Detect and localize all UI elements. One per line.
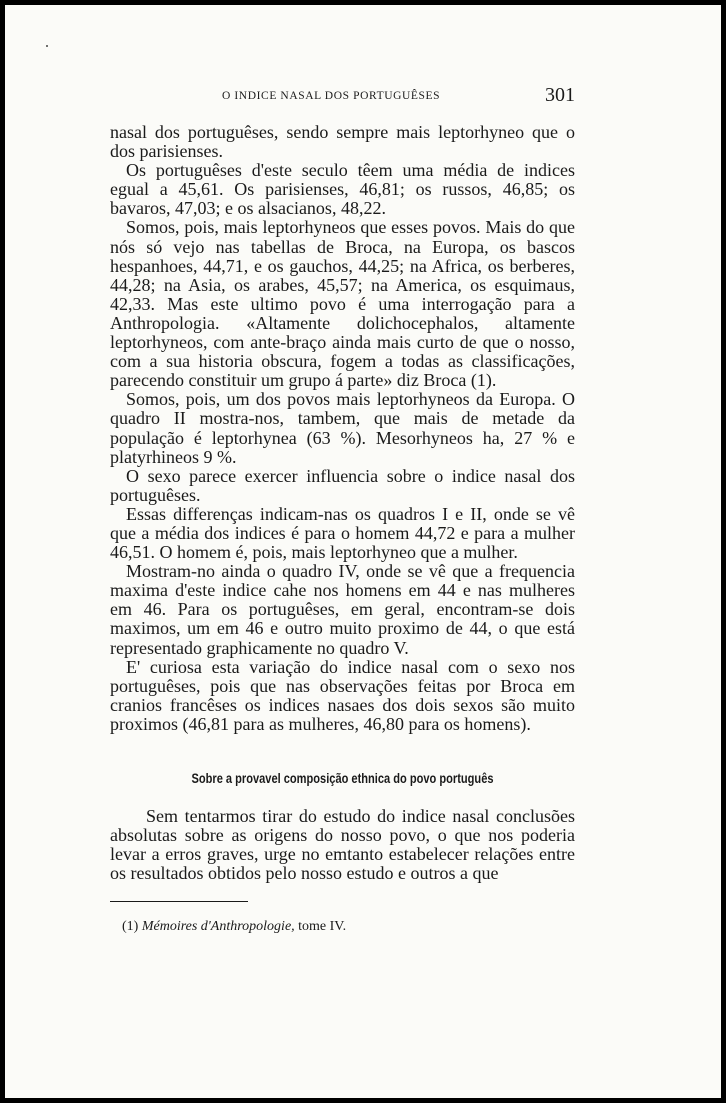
footnote-marker: (1) <box>122 919 139 934</box>
footnote-rest: tome IV. <box>298 919 347 934</box>
paragraph: Somos, pois, mais leptorhyneos que esses povos. Mais do que nós só vejo nas tabellas de Broca, na Europa, os bascos hespanhoes, 44,71, e os gauchos, 44,25; na Africa, os berberes, 44,28; na Asia, os arabes, 45,57; na America, os esquimaus, 42,33. Mas este ultimo povo é uma interrogação para a Anthropologia. «Altamente dolichocephalos, altamente leptorhyneos, com ante-braço ainda mais curto de que o nosso, com a sua historia obscura, fogem a todas as classificações, parecendo constituir um grupo á parte» diz Broca (1). <box>110 217 575 391</box>
running-title: O INDICE NASAL DOS PORTUGUÊSES <box>222 90 441 102</box>
page-number: 301 <box>545 84 575 106</box>
paragraph: O sexo parece exercer influencia sobre o indice nasal dos portuguêses. <box>110 465 575 505</box>
paragraph: Os portuguêses d'este seculo têem uma média de indices egual a 45,61. Os parisienses, 46,81; os russos, 46,85; os bavaros, 47,03; e os alsacianos, 48,22. <box>110 160 575 219</box>
page-header <box>110 84 575 108</box>
paragraph: nasal dos portuguêses, sendo sempre mais leptorhyneo que o dos parisienses. <box>110 122 575 162</box>
paragraph: Essas differenças indicam-nas os quadros I e II, onde se vê que a média dos indices é para o homem 44,72 e para a mulher 46,51. O homem é, pois, mais leptorhyneo que a mulher. <box>110 503 575 563</box>
footnote-title: Mémoires d'Anthropologie, <box>141 919 295 934</box>
paragraph: Sem tentarmos tirar do estudo do indice nasal conclusões absolutas sobre as origens do nosso povo, o que nos poderia levar a erros graves, urge no emtanto estabelecer relações entre os resultados obtidos pelo nosso estudo e outros a que <box>110 806 575 884</box>
section-text <box>110 807 575 883</box>
footnote <box>122 919 346 935</box>
main-text <box>110 123 575 734</box>
paragraph: Mostram-no ainda o quadro IV, onde se vê que a frequencia maxima d'este indice cahe nos homens em 44 e nas mulheres em 46. Para os portuguêses, em geral, encontram-se dois maximos, um em 46 e outro muito proximo de 44, o que está representado graphicamente no quadro V. <box>110 561 575 658</box>
paragraph: Somos, pois, um dos povos mais leptorhyneos da Europa. O quadro II mostra-nos, tambem, que mais de metade da população é leptorhynea (63 %). Mesorhyneos ha, 27 % e platyrhineos 9 %. <box>110 389 575 467</box>
ink-speck <box>46 45 48 47</box>
footnote-divider <box>110 901 248 902</box>
paragraph: E' curiosa esta variação do indice nasal com o sexo nos portuguêses, pois que nas observações feitas por Broca em cranios francêses os indices nasaes dos dois sexos são muito proximos (46,81 para as mulheres, 46,80 para os homens). <box>110 656 575 734</box>
book-page <box>5 5 721 1098</box>
section-heading: Sobre a provavel composição ethnica do povo português <box>191 771 494 786</box>
